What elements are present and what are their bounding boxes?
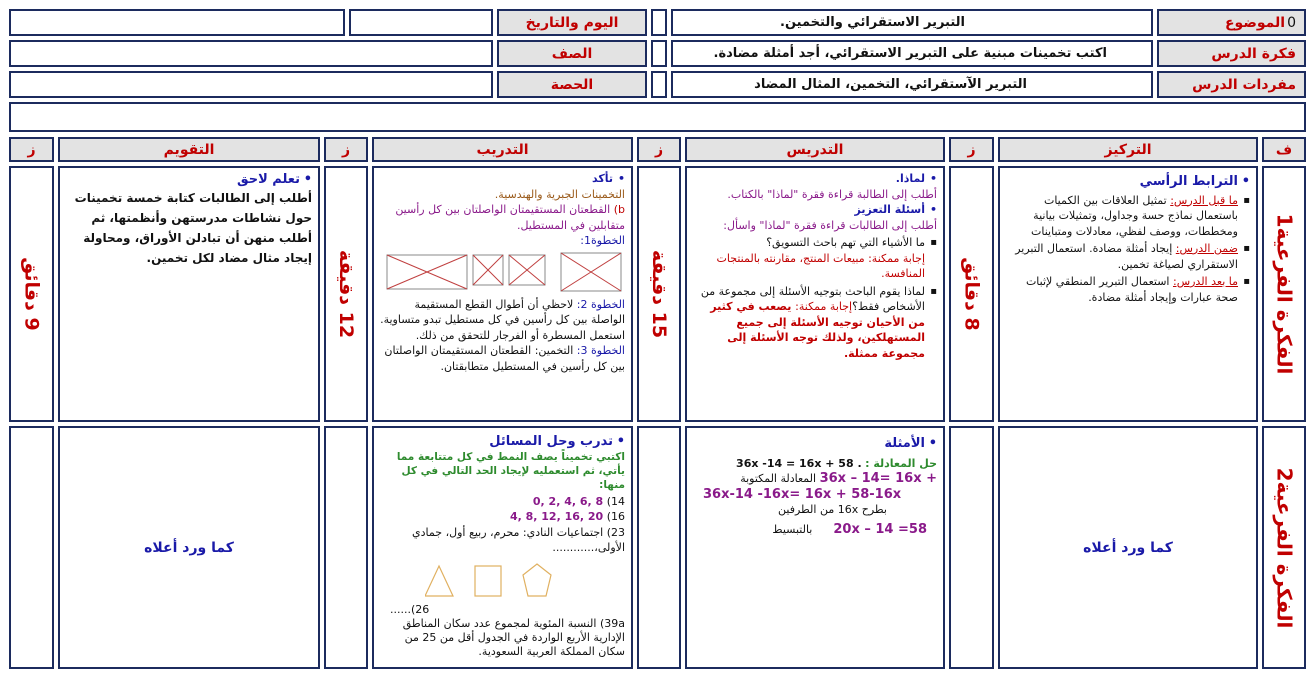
b-label: b) — [613, 203, 625, 216]
col-z: ز — [949, 137, 994, 162]
practice-q16 — [380, 509, 625, 525]
row1-time-evaluation — [9, 166, 54, 422]
col-f: ف — [1262, 137, 1306, 162]
example-line4: بطرح 16x من الطرفين — [778, 503, 887, 516]
time-focus-text: 8 دقائق — [960, 257, 983, 331]
l1-eq: 36x -14 = 16x + 58 . — [736, 456, 862, 470]
l5-text: بالتبسيط — [772, 522, 813, 536]
training-step2 — [380, 297, 625, 344]
row1-time-teaching — [637, 166, 681, 422]
example-line2 — [693, 471, 937, 487]
row2-training-cell — [372, 426, 633, 669]
class-label: الصف — [497, 40, 647, 67]
vocab-value-text: التبرير الآستقرائي، التخمين، المثال المضاد — [754, 77, 1027, 92]
topic-label — [1157, 9, 1306, 36]
step2-text: لاحظي أن أطوال القطع المستقيمة الواصلة بين كل رأسين في كل مستطيل تبدو متساوية. استعمل المسطرة أو الفرجار للتحقق من ذلك. — [380, 297, 625, 342]
q14-seq: 0, 2, 4, 6, 8 — [532, 494, 604, 508]
teaching-q2 — [693, 284, 937, 362]
col-focus: التركيز — [998, 137, 1258, 162]
row2-time-focus — [949, 426, 994, 669]
training-title: • تأكد — [380, 171, 625, 187]
practice-q23: 23) اجتماعيات النادي: محرم، ربيع أول، جمادي الأولى،............ — [412, 525, 625, 554]
q16-seq: 4, 8, 12, 16, 20 — [509, 510, 604, 523]
col-teaching: التدريس — [685, 137, 945, 162]
col-training: التدريب — [372, 137, 633, 162]
teaching-why-text: أطلب إلى الطالبة قراءة فقرة "لماذا" بالكتاب. — [727, 187, 937, 201]
training-b — [380, 202, 625, 233]
b-text: القطعتان المستقيمتان الواصلتان بين كل رأسين متقابلين في المستطيل. — [395, 203, 625, 232]
l5-eq: 20x – 14 =58 — [833, 521, 927, 537]
practice-q14 — [380, 494, 625, 510]
spacer-cell — [651, 9, 667, 36]
row2-time-training — [324, 426, 368, 669]
teaching-q1 — [693, 235, 937, 282]
topic-value-text: التبرير الاستقرائي والتخمين. — [780, 15, 965, 30]
example-line5 — [693, 522, 937, 538]
examples-title: • الأمثلة — [693, 436, 937, 452]
topic-label-text: الموضوع — [1224, 14, 1286, 31]
l2-text: المعادلة المكتوبة — [740, 472, 817, 485]
l2-eq: 36x – 14= 16x + — [819, 471, 937, 486]
idea-value-text: اكتب تخمينات مبنية على التبرير الاستقرائي، أجد أمثلة مضادة. — [713, 46, 1107, 61]
q2-text: لماذا يقوم الباحث بتوجيه الأسئلة إلى مجموعة من الأشخاص فقط؟ — [700, 284, 925, 313]
focus-within-text: إيجاد أمثلة مضادة. استعمال التبرير الاستقراري لصياغة تخمين. — [1015, 242, 1238, 271]
row1-side-label — [1262, 166, 1306, 422]
l3-eq: 36x-14 -16x= 16x + 58-16x — [703, 486, 902, 502]
focus-title: • الترابط الرأسي — [1006, 174, 1250, 190]
col-evaluation: التقويم — [58, 137, 320, 162]
rectangles-figure — [385, 251, 625, 295]
row1-evaluation-cell — [58, 166, 320, 422]
a2-label: إجابة ممكنة: — [795, 300, 853, 313]
shapes-figure — [425, 562, 555, 602]
vocab-value[interactable] — [671, 71, 1153, 98]
row2-teaching-cell — [685, 426, 945, 669]
q16-num: 16) — [606, 510, 625, 523]
training-step3 — [380, 343, 625, 374]
spacer-cell — [651, 71, 667, 98]
practice-intro: اكتبي تخميناً يصف النمط في كل متتابعة مما يأتي، ثم استعمليه لإيجاد الحد التالي في كل منها: — [396, 450, 625, 491]
row2-side-label — [1262, 426, 1306, 669]
focus-after-label: ما بعد الدرس: — [1172, 275, 1238, 288]
example-line1 — [693, 456, 937, 472]
time-teaching-text: 15 دقيقة — [648, 249, 670, 339]
topic-value[interactable] — [671, 9, 1153, 36]
col-z: ز — [9, 137, 54, 162]
row2-evaluation-cell: كما ورد أعلاه — [58, 426, 320, 669]
a2-text: يصعب في كثير من الأحيان توجيه الأسئلة إلى جميع المستهلكين، ولذلك توجه الأسئلة إلى مجموعة ممثلة. — [710, 300, 925, 360]
row2-time-teaching — [637, 426, 681, 669]
practice-title: • تدرب وحل المسائل — [380, 434, 625, 450]
step2-label: الخطوة 2: — [576, 297, 625, 311]
period-value[interactable] — [9, 71, 493, 98]
row2-time-evaluation — [9, 426, 54, 669]
step3-label: الخطوة 3: — [576, 344, 625, 357]
row1-teaching-cell — [685, 166, 945, 422]
example-line3 — [693, 487, 937, 503]
row1-time-training — [324, 166, 368, 422]
date-value[interactable] — [9, 9, 345, 36]
focus-within-label: ضمن الدرس: — [1175, 242, 1238, 255]
focus-after-text: استعمال التبرير المنطقي لإثبات صحة عبارات وإيجاد أمثلة مضادة. — [1025, 275, 1238, 304]
q1-text: ما الأشياء التي تهم باحث التسويق؟ — [766, 236, 925, 249]
focus-before — [1006, 193, 1250, 240]
col-z: ز — [324, 137, 368, 162]
evaluation-title: • تعلم لاحق — [66, 172, 312, 188]
row2-side-text: الفكرة الفرعية2 — [1272, 467, 1296, 628]
row1-training-cell — [372, 166, 633, 422]
idea-label: فكرة الدرس — [1157, 40, 1306, 67]
focus-before-label: ما قبل الدرس: — [1170, 193, 1238, 207]
focus-within — [1006, 241, 1250, 272]
time-training-text: 12 دقيقة — [335, 249, 357, 339]
col-z: ز — [637, 137, 681, 162]
a1-text: إجابة ممكنة: مبيعات المنتج، مقارنته بالمنتجات المنافسة. — [716, 251, 925, 280]
teaching-why-title: • لماذا. — [693, 171, 937, 187]
time-evaluation-text: 9 دقائق — [20, 257, 43, 331]
day-value[interactable] — [349, 9, 493, 36]
idea-value[interactable] — [671, 40, 1153, 67]
row2-focus-cell: كما ورد أعلاه — [998, 426, 1258, 669]
focus-after — [1006, 274, 1250, 305]
teaching-q-title: • أسئلة التعزيز — [693, 202, 937, 218]
day-label: اليوم والتاريخ — [497, 9, 647, 36]
notes-row[interactable] — [9, 102, 1306, 132]
vocab-label: مفردات الدرس — [1157, 71, 1306, 98]
step3-text: التخمين: القطعتان المستقيمتان الواصلتان بين كل رأسين في المستطيل متطابقتان. — [384, 344, 625, 373]
row1-time-focus — [949, 166, 994, 422]
training-sub: التخمينات الجبرية والهندسية. — [494, 187, 625, 201]
practice-q39: 39a) النسبة المئوية لمجموع عدد سكان المناطق الإدارية الأربع الواردة في الجدول أقل من 25 من سكان المملكة العربية السعودية. — [402, 617, 625, 658]
focus-before-text: تمثيل العلاقات بين الكميات باستعمال نماذج حسة وجداول، وتمثيلات بيانية ومخططات، ووصف لفظي، معادلات ومتباينات — [1031, 193, 1238, 238]
practice-q26: 26)...... — [390, 602, 430, 616]
spacer-cell — [651, 40, 667, 67]
l1-label: حل المعادلة : — [865, 456, 937, 470]
period-label: الحصة — [497, 71, 647, 98]
q14-num: 14) — [606, 494, 625, 508]
row1-focus-cell — [998, 166, 1258, 422]
row1-side-text: الفكرة الفرعية1 — [1272, 213, 1296, 375]
teaching-q-intro: أطلب إلى الطالبات قراءة فقرة "لماذا" واسأل: — [723, 218, 937, 232]
training-step1: الخطوة1: — [580, 234, 625, 247]
evaluation-text: أطلب إلى الطالبات كتابة خمسة تخمينات حول نشاطات مدرستهن وأنظمتها، ثم أطلب منهن أن تبادلن الأوراق، ومحاولة إيجاد مثال مضاد لكل تخمين. — [74, 190, 312, 265]
class-value[interactable] — [9, 40, 493, 67]
topic-num: 0 — [1287, 14, 1296, 31]
